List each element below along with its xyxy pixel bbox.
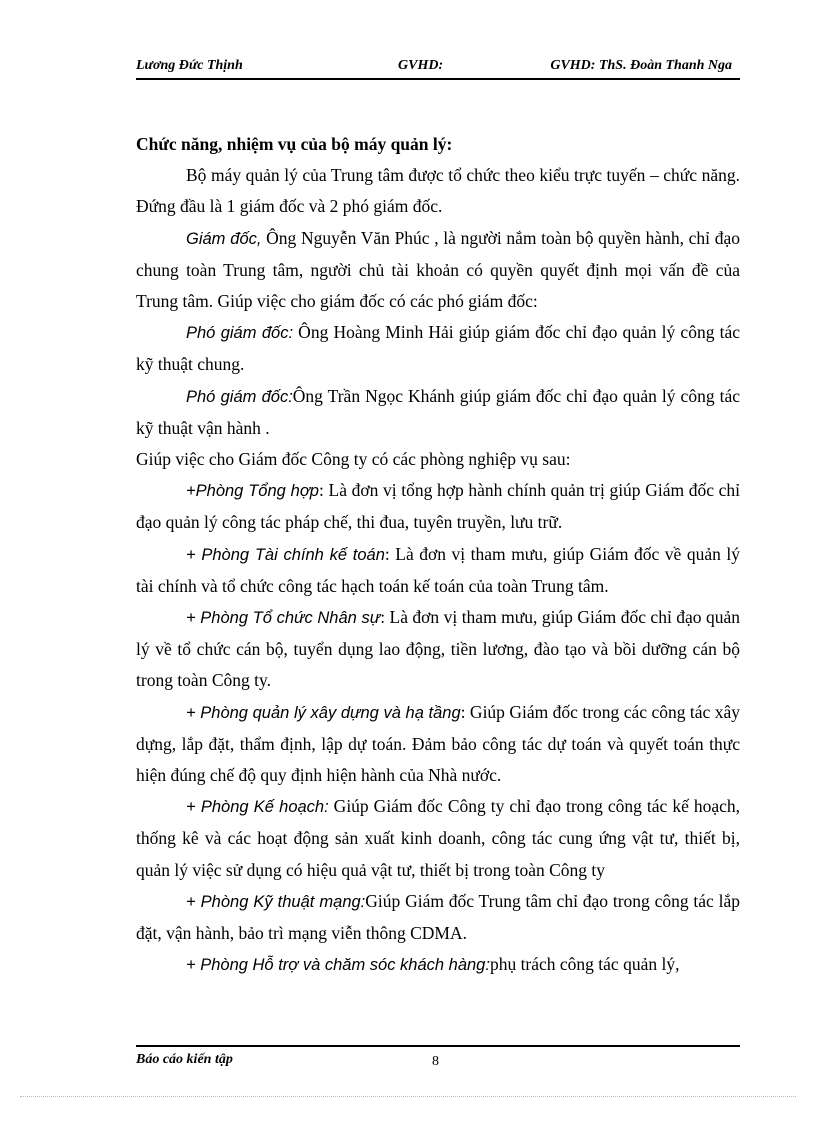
- document-body: [136, 129, 740, 981]
- network-dept-label: + Phòng Kỹ thuật mạng:: [186, 892, 366, 911]
- network-dept-text: Giúp Giám đốc Trung tâm chỉ đạo trong công tác lắp đặt, vận hành, bảo trì mạng viễn thông CDMA.: [136, 890, 741, 944]
- footer-rule: [136, 1045, 740, 1047]
- paragraph-general-dept: [136, 475, 740, 538]
- page-header: [136, 56, 740, 78]
- hr-dept-label: + Phòng Tổ chức Nhân sự: [186, 609, 381, 628]
- deputy-2-text: Ông Trần Ngọc Khánh giúp giám đốc chỉ đạo quản lý công tác kỹ thuật vận hành .: [136, 385, 740, 438]
- hr-dept-text: : Là đơn vị tham mưu, giúp Giám đốc chỉ đạo quản lý về tổ chức cán bộ, tuyển dụng lao động, tiền lương, đào tạo và bồi dưỡng cán bộ trong toàn Công ty.: [136, 607, 740, 691]
- paragraph-finance-dept: [136, 539, 740, 602]
- section-heading: Chức năng, nhiệm vụ của bộ máy quản lý:: [136, 134, 453, 154]
- planning-dept-text: Giúp Giám đốc Công ty chỉ đạo trong công tác kế hoạch, thống kê và các hoạt động sản xuất kinh doanh, công tác cung ứng vật tư, thiết bị, quản lý việc sử dụng có hiệu quả vật tư, thiết bị trong toàn Công ty: [136, 796, 740, 880]
- general-dept-label: +Phòng Tổng hợp: [186, 482, 319, 501]
- director-text: Ông Nguyễn Văn Phúc , là người nắm toàn bộ quyền hành, chỉ đạo chung toàn Trung tâm, người chủ tài khoản có quyền quyết định mọi vấn đề của Trung tâm. Giúp việc cho giám đốc có các phó giám đốc:: [136, 227, 740, 312]
- construction-dept-text: : Giúp Giám đốc trong các công tác xây dựng, lắp đặt, thẩm định, lập dự toán. Đảm bảo công tác dự toán và quyết toán thực hiện đúng chế độ quy định hiện hành của Nhà nước.: [136, 701, 741, 786]
- paragraph-departments-intro: Giúp việc cho Giám đốc Công ty có các phòng nghiệp vụ sau:: [136, 449, 571, 470]
- header-author: Lương Đức Thịnh: [136, 58, 243, 73]
- header-supervisor: GVHD: ThS. Đoàn Thanh Nga: [550, 58, 732, 73]
- page-footer: [136, 1050, 740, 1072]
- page-bottom-divider: [20, 1096, 796, 1097]
- deputy-2-label: Phó giám đốc:: [186, 387, 293, 406]
- paragraph-deputy-1: [136, 317, 740, 380]
- paragraph-planning-dept: [136, 791, 740, 886]
- general-dept-text: : Là đơn vị tổng hợp hành chính quản trị giúp Giám đốc chỉ đạo quản lý công tác pháp chế, thi đua, tuyên truyền, lưu trữ.: [136, 480, 741, 533]
- paragraph-deputy-2: [136, 381, 740, 444]
- customer-dept-text: phụ trách công tác quản lý,: [489, 954, 680, 975]
- paragraph-customer-dept: [136, 949, 740, 981]
- planning-dept-label: + Phòng Kế hoạch:: [186, 798, 329, 817]
- paragraph-construction-dept: [136, 697, 740, 792]
- header-rule: [136, 78, 740, 80]
- finance-dept-label: + Phòng Tài chính kế toán: [186, 545, 385, 564]
- paragraph-director: [136, 223, 740, 318]
- construction-dept-label: + Phòng quản lý xây dựng và hạ tầng: [186, 703, 461, 722]
- paragraph-network-dept: [136, 886, 740, 949]
- footer-report-label: Báo cáo kiến tập: [136, 1052, 233, 1067]
- page-number: 8: [432, 1054, 439, 1069]
- customer-dept-label: + Phòng Hỗ trợ và chăm sóc khách hàng:: [186, 956, 490, 975]
- director-label: Giám đốc,: [186, 229, 262, 248]
- deputy-1-label: Phó giám đốc:: [186, 324, 294, 343]
- paragraph-hr-dept: [136, 602, 740, 697]
- deputy-1-text: Ông Hoàng Minh Hải giúp giám đốc chỉ đạo quản lý công tác kỹ thuật chung.: [136, 322, 740, 375]
- header-gvhd-label: GVHD:: [398, 58, 444, 73]
- finance-dept-text: : Là đơn vị tham mưu, giúp Giám đốc về quản lý tài chính và tổ chức công tác hạch toán kế toán của toàn Trung tâm.: [136, 543, 741, 596]
- paragraph-overview: Bộ máy quản lý của Trung tâm được tổ chức theo kiểu trực tuyến – chức năng. Đứng đầu là 1 giám đốc và 2 phó giám đốc.: [136, 165, 740, 217]
